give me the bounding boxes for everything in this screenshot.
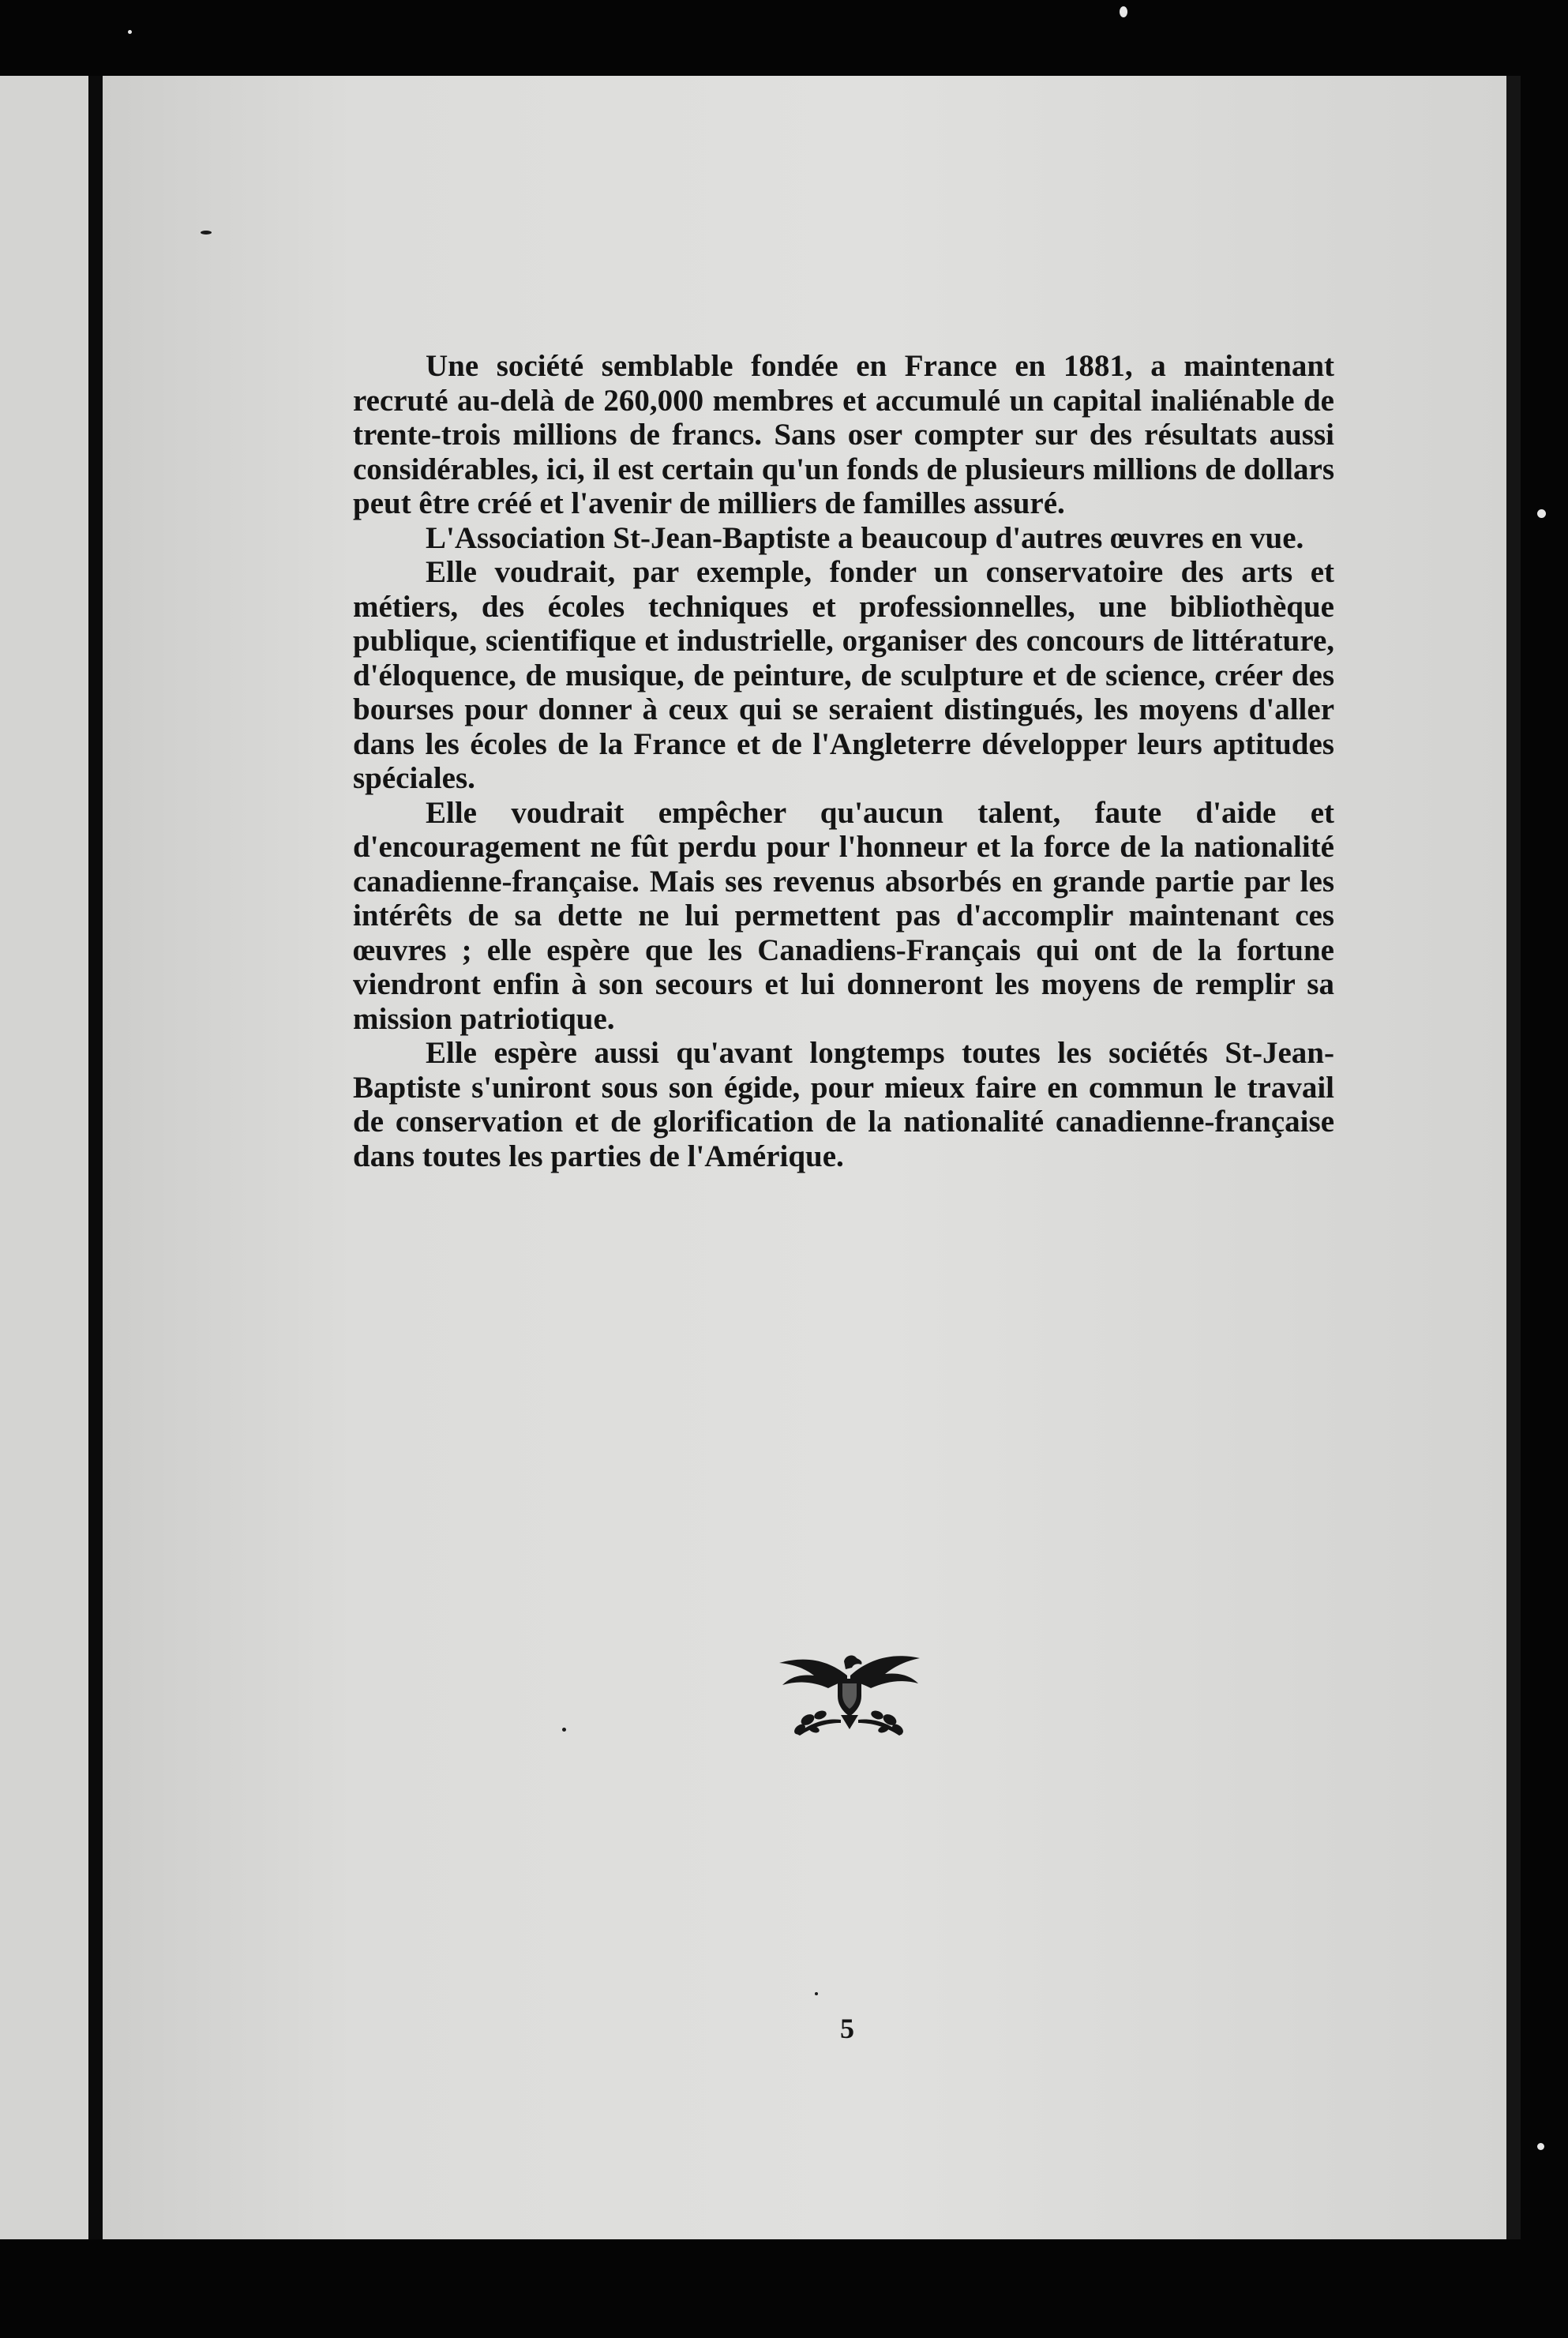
page-gutter [88,76,103,2239]
page-number: 5 [840,2013,854,2044]
paragraph: Une société semblable fondée en France en 1881, a maintenant recruté au-delà de 260,000 membres et accumulé un capital inaliénable de trente-trois millions de francs. Sans oser compter sur des résultats aussi considérables, ici, il est certain qu'un fonds de plusieurs millions de dollars peut être créé et l'avenir de milliers de familles assuré. [353,349,1334,520]
scan-speck [1537,2143,1544,2150]
scan-speck [128,30,132,34]
article-body [353,349,1334,1173]
scan-speck [562,1728,566,1732]
scan-speck [1537,509,1546,518]
eagle-ornament-icon [762,1644,936,1740]
paragraph: Elle espère aussi qu'avant longtemps toutes les sociétés St-Jean-Baptiste s'uniront sous son égide, pour mieux faire en commun le travail de conservation et de glorification de la nationalité canadienne-française dans toutes les parties de l'Amérique. [353,1036,1334,1173]
scan-speck [201,231,212,235]
adjacent-page-edge [0,76,88,2239]
page-right-edge [1506,76,1521,2239]
paragraph: Elle voudrait, par exemple, fonder un conservatoire des arts et métiers, des écoles techniques et professionnelles, une bibliothèque publique, scientifique et industrielle, organiser des concours de littérature, d'éloquence, de musique, de peinture, de sculpture et de science, créer des bourses pour donner à ceux qui se seraient distingués, les moyens d'aller dans les écoles de la France et de l'Angleterre développer leurs aptitudes spéciales. [353,555,1334,795]
scan-speck [1120,6,1127,17]
paragraph: L'Association St-Jean-Baptiste a beaucoup d'autres œuvres en vue. [426,520,1304,555]
paragraph: Elle voudrait empêcher qu'aucun talent, faute d'aide et d'encouragement ne fût perdu pour l'honneur et la force de la nationalité canadienne-française. Mais ses revenus absorbés en grande partie par les intérêts de sa dette ne lui permettent pas d'accomplir maintenant ces œuvres ; elle espère que les Canadiens-Français qui ont de la fortune viendront enfin à son secours et lui donneront les moyens de remplir sa mission patriotique. [353,795,1334,1036]
scan-speck [815,1992,818,1995]
